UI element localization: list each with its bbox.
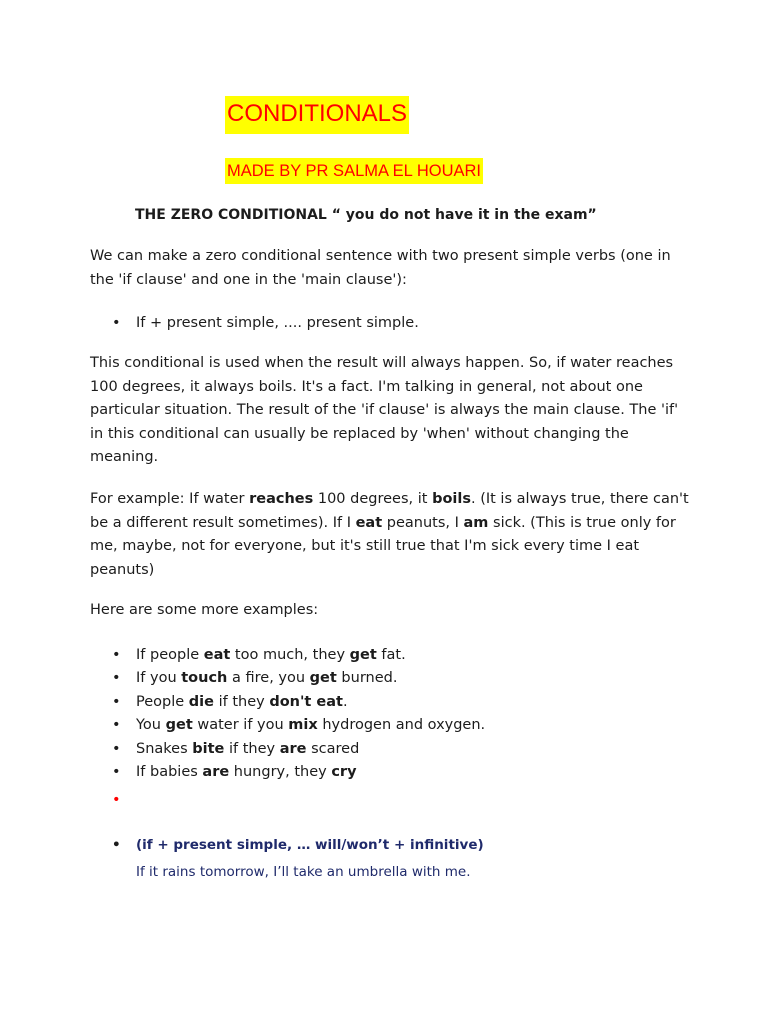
list-item: • People die if they don't eat. (90, 691, 485, 714)
list-item: • If people eat too much, they get fat. (90, 644, 485, 667)
list-item: • Snakes bite if they are scared (90, 738, 485, 761)
first-conditional-list (90, 834, 484, 856)
more-examples-label: Here are some more examples: (90, 602, 319, 618)
intro-paragraph: We can make a zero conditional sentence with two present simple verbs (one in the 'if clause' and one in the 'main clause'): (90, 248, 671, 288)
author-line: MADE BY PR SALMA EL HOUARI (225, 158, 483, 184)
examples-list (90, 644, 485, 784)
list-item: • If you touch a fire, you get burned. (90, 667, 485, 690)
list-item: • If + present simple, .... present simple. (90, 312, 419, 335)
empty-list-item (90, 789, 141, 812)
empty-list (90, 789, 141, 812)
first-conditional-example: If it rains tomorrow, I’ll take an umbrella with me. (136, 864, 471, 880)
first-conditional-structure: • (if + present simple, … will/won’t + infinitive) (90, 834, 484, 856)
document-title: CONDITIONALS (225, 96, 409, 134)
list-item: • You get water if you mix hydrogen and oxygen. (90, 714, 485, 737)
list-item: • If babies are hungry, they cry (90, 761, 485, 784)
section-heading: THE ZERO CONDITIONAL “ you do not have it in the exam” (135, 207, 597, 223)
example-paragraph: For example: If water reaches 100 degrees, it boils. (It is always true, there can't be a different result sometimes). If I eat peanuts, I am sick. (This is true only for me, maybe, not for everyone, but it's still true that I'm sick every time I eat peanuts) (90, 491, 689, 578)
structure-list (90, 312, 419, 335)
explanation-paragraph: This conditional is used when the result will always happen. So, if water reaches 100 degrees, it always boils. It's a fact. I'm talking in general, not about one particular situation. The result of the 'if clause' is always the main clause. The 'if' in this conditional can usually be replaced by 'when' without changing the meaning. (90, 355, 679, 465)
